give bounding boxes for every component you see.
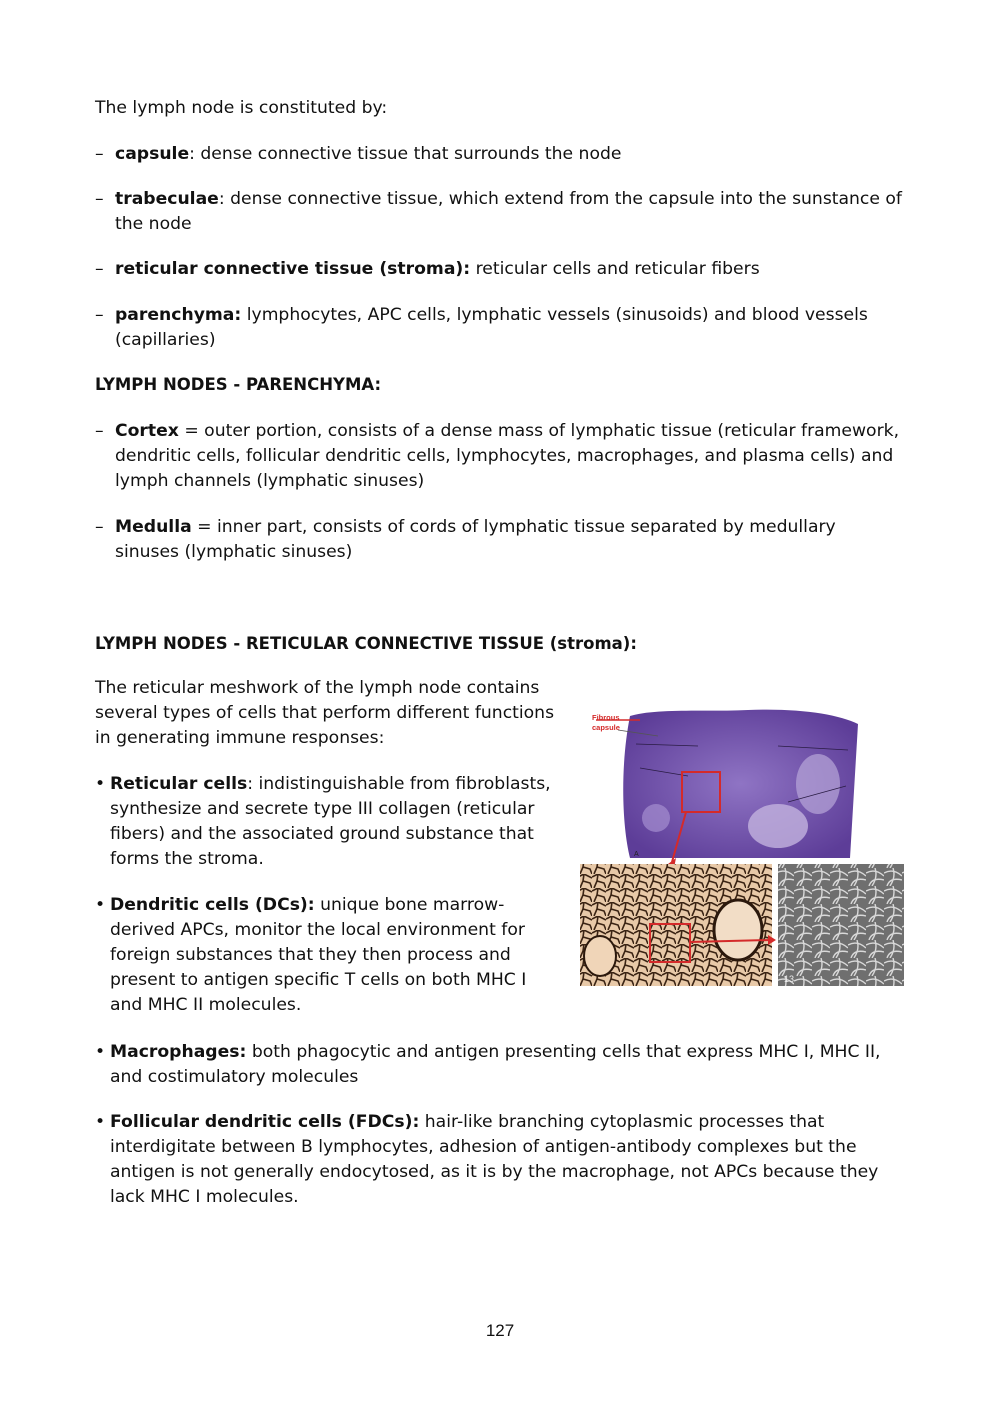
term: reticular connective tissue (stroma): [115, 259, 471, 279]
term: trabeculae [115, 189, 219, 209]
dash-bullet: – [95, 189, 104, 209]
dot-bullet: • [95, 1112, 106, 1132]
dash-bullet: – [95, 259, 104, 279]
figure-label-capsule: capsule [592, 723, 620, 732]
dash-bullet: – [95, 517, 104, 537]
definition: both phagocytic and antigen presenting cells that express MHC I, MHC II, and costimulatory molecules [110, 1042, 881, 1087]
list-item-follicular-dendritic-cells [95, 1110, 905, 1210]
definition: unique bone marrow- derived APCs, monitor the local environment for foreign substances that they then process and present to antigen specific T cells on both MHC I and MHC II molecules. [110, 895, 527, 1015]
electron-micrograph-panel [778, 864, 904, 986]
list-item-parenchyma [95, 303, 905, 353]
list-item-capsule: – capsule: dense connective tissue that surrounds the node [95, 142, 905, 167]
lymph-node-micrograph [578, 706, 906, 988]
stroma-intro-text: The reticular meshwork of the lymph node contains several types of cells that perform different functions in generating immune responses: [95, 678, 555, 748]
histology-figure [578, 706, 906, 988]
dot-bullet: • [95, 895, 106, 915]
page-number: 127 [485, 1321, 515, 1340]
term: Macrophages: [110, 1042, 247, 1062]
definition: lymphocytes, APC cells, lymphatic vessels (sinusoids) and blood vessels (capillaries) [115, 305, 868, 350]
dash-bullet: – [95, 421, 104, 441]
term: Medulla [115, 517, 192, 537]
panel-number: 13 [784, 974, 795, 984]
list-item-trabeculae: – trabeculae: dense connective tissue, which extend from the capsule into the sunstance of the node [95, 189, 902, 234]
term: parenchyma: [115, 305, 242, 325]
list-item-medulla [95, 515, 905, 565]
definition: hair-like branching cytoplasmic processes that interdigitate between B lymphocytes, adhesion of antigen-antibody complexes but the antigen is not generally endocytosed, as it is by the macrophage, not APCs because they lack MHC I molecules. [110, 1112, 879, 1207]
definition: dense connective tissue that surrounds the node [194, 144, 622, 164]
list-item-dendritic-cells [95, 893, 563, 1018]
dot-bullet: • [95, 1042, 106, 1062]
definition: reticular cells and reticular fibers [470, 259, 760, 279]
list-item-reticular-cells: • Reticular cells: indistinguishable from fibroblasts, synthesize and secrete type III collagen (reticular fibers) and the associated ground substance that forms the stroma. [95, 774, 551, 869]
list-item-reticular-tissue [95, 257, 905, 282]
panel-letter: A [634, 851, 639, 858]
section-heading-stroma: LYMPH NODES - RETICULAR CONNECTIVE TISSUE (stroma): [95, 634, 637, 653]
dash-bullet: – [95, 144, 104, 164]
dot-bullet: • [95, 774, 106, 794]
dash-bullet: – [95, 305, 104, 325]
term: Follicular dendritic cells (FDCs): [110, 1112, 420, 1132]
definition: = outer portion, consists of a dense mass of lymphatic tissue (reticular framework, dendritic cells, follicular dendritic cells, lymphocytes, macrophages, and plasma cells) and lymph channels (lymphatic sinuses) [115, 421, 900, 491]
term: Dendritic cells (DCs): [110, 895, 315, 915]
definition: dense connective tissue, which extend from the capsule into the sunstance of the node [115, 189, 902, 234]
term: Reticular cells [110, 774, 248, 794]
list-item-cortex [95, 419, 905, 494]
definition: = inner part, consists of cords of lymphatic tissue separated by medullary sinuses (lymphatic sinuses) [115, 517, 836, 562]
list-item-macrophages [95, 1040, 905, 1090]
definition: indistinguishable from fibroblasts, synthesize and secrete type III collagen (reticular fibers) and the associated ground substance that forms the stroma. [110, 774, 551, 869]
section-heading-parenchyma: LYMPH NODES - PARENCHYMA: [95, 375, 382, 394]
figure-label-fibrous: Fibrous [592, 713, 620, 722]
term: Cortex [115, 421, 179, 441]
term: capsule [115, 144, 190, 164]
intro-text: The lymph node is constituted by: [95, 98, 388, 118]
